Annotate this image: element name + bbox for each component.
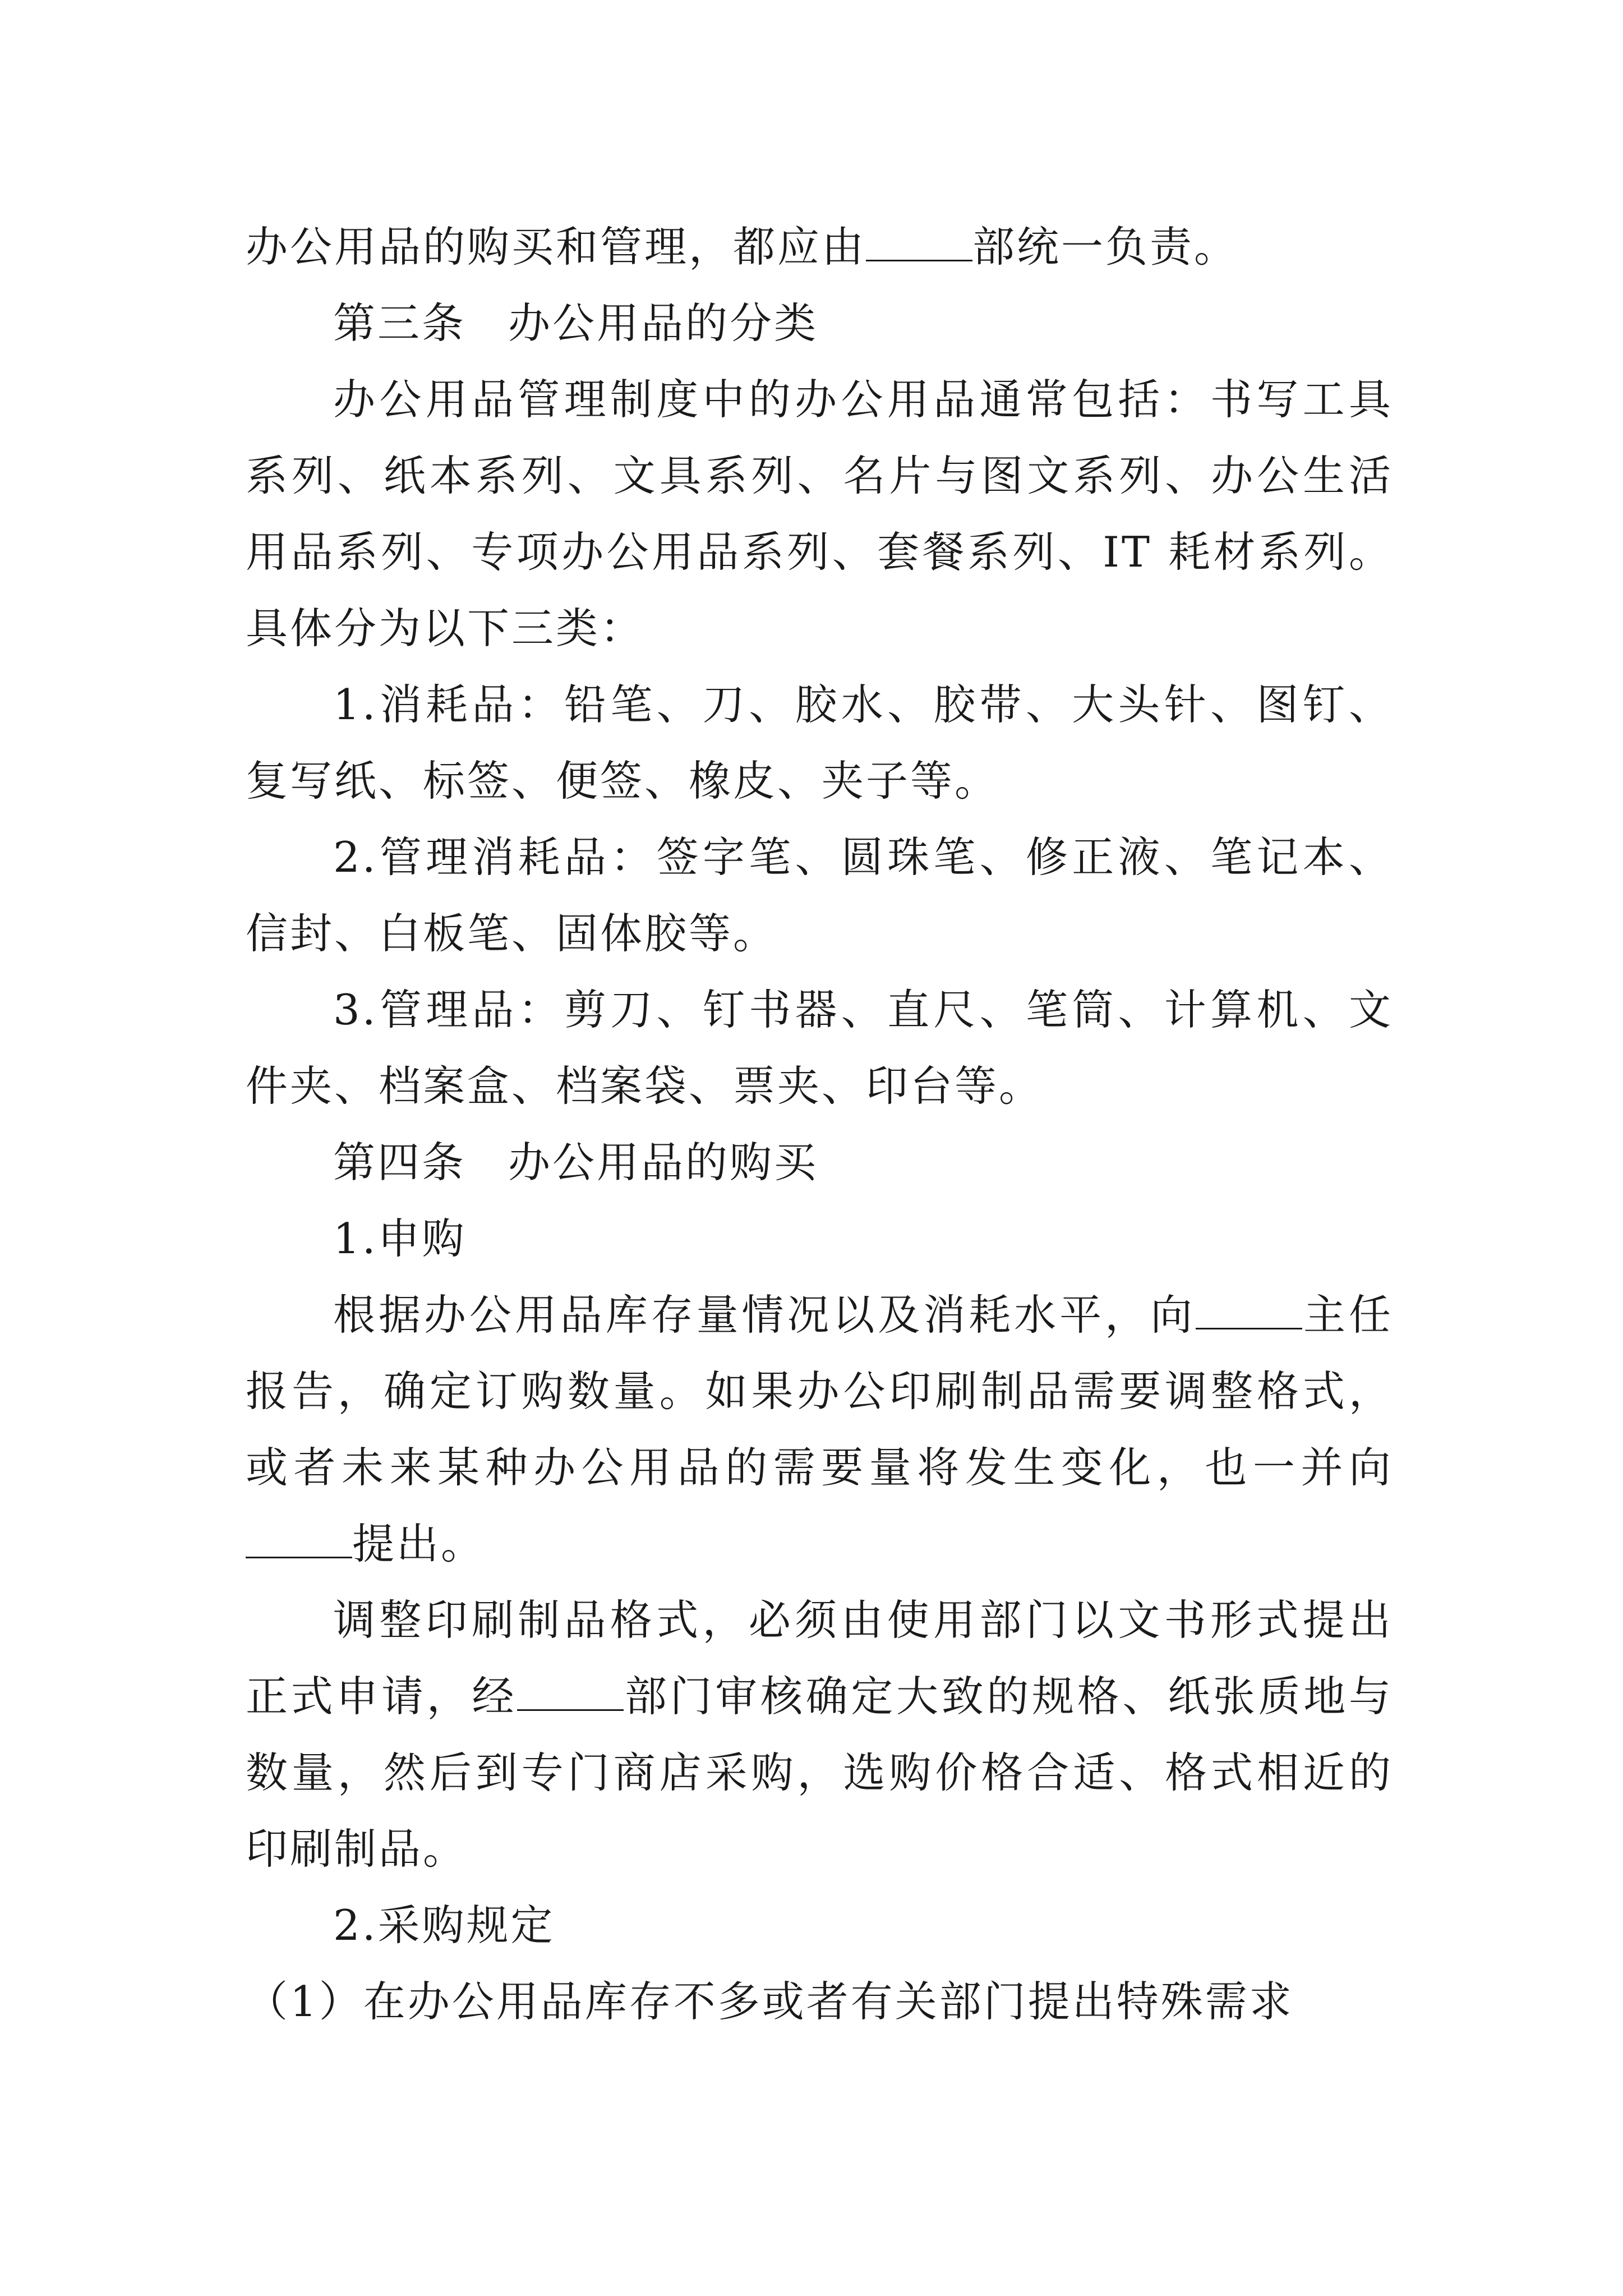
article-4-number: 第四条: [333, 1138, 467, 1187]
article-4-title: 办公用品的购买: [508, 1138, 819, 1187]
category-item-3: 3.管理品：剪刀、钉书器、直尺、笔筒、计算机、文件夹、档案盒、档案袋、票夹、印台等。: [246, 985, 1393, 1111]
article-3-heading: [246, 285, 1393, 361]
fill-in-blank: [866, 226, 972, 261]
purchase-text-1: 根据办公用品库存量情况以及消耗水平，向: [333, 1290, 1196, 1340]
subsection-2-heading: 2.采购规定: [333, 1901, 555, 1950]
subsection-1-heading: 1.申购: [333, 1214, 467, 1263]
fill-in-blank: [246, 1523, 352, 1558]
document-body: [246, 209, 1393, 2040]
purchase-text-3: 提出。: [352, 1519, 486, 1568]
category-item-1: 1.消耗品：铅笔、刀、胶水、胶带、大头针、图钉、复写纸、标签、便签、橡皮、夹子等。: [246, 680, 1393, 806]
continued-text-before: 办公用品的购买和管理，都应由: [246, 222, 866, 272]
clause-1: （1）在办公用品库存不多或者有关部门提出特殊需求: [246, 1977, 1294, 2026]
format-text-2: 部门审核确定大致的规格、纸张质地与数量，然后到专门商店采购，选购价格合适、格式相近的印刷制品。: [246, 1672, 1393, 1874]
purchase-text-2: 主任报告，确定订购数量。如果办公印刷制品需要调整格式，或者未来某种办公用品的需要量将发生变化，也一并向: [246, 1290, 1393, 1492]
fill-in-blank: [517, 1676, 624, 1711]
format-text-1: 调整印刷制品格式，必须由使用部门以文书形式提出正式申请，经: [246, 1595, 1393, 1721]
article-3-intro: 办公用品管理制度中的办公用品通常包括：书写工具系列、纸本系列、文具系列、名片与图文系列、办公生活用品系列、专项办公用品系列、套餐系列、IT 耗材系列。具体分为以下三类：: [246, 375, 1393, 653]
purchase-request-paragraph: [246, 1277, 1393, 1582]
article-3-number: 第三条: [333, 298, 467, 348]
article-4-heading: [246, 1124, 1393, 1200]
article-3-title: 办公用品的分类: [508, 298, 819, 348]
fill-in-blank: [1196, 1294, 1302, 1329]
format-adjust-paragraph: [246, 1582, 1393, 1887]
continued-text-after: 部统一负责。: [972, 222, 1239, 272]
continued-paragraph: [246, 209, 1393, 285]
category-item-2: 2.管理消耗品：签字笔、圆珠笔、修正液、笔记本、信封、白板笔、固体胶等。: [246, 832, 1393, 958]
